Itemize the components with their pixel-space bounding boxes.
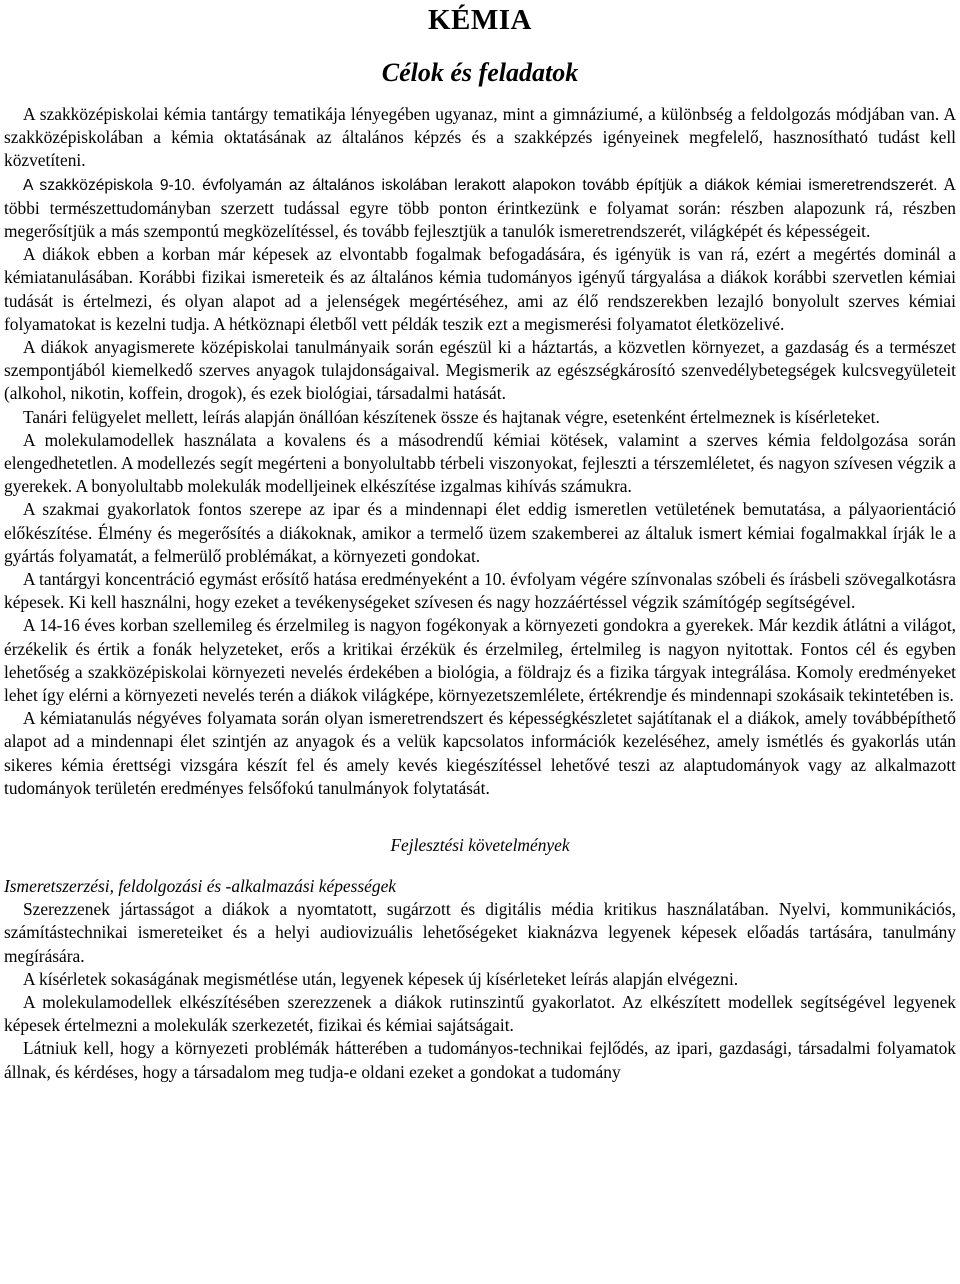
section-heading: Fejlesztési követelmények	[390, 835, 570, 856]
paragraph: A 14-16 éves korban szellemileg és érzelmileg is nagyon fogékonyak a környezeti gondokra a gyerekek. Már kezdik átlátni a világot, érzékelik és értik a fonák helyzeteket, erős a kritikai érzékük és érzelmileg, értelmileg is nagyon nyitottak. Fontos cél és egyben lehetőség a szakközépiskolai környezeti nevelés érdekében a biológia, a földrajz és a fizika tárgyak integrálása. Komoly eredményeket lehet így elérni a környezeti nevelés terén a diákok világképe, környezetszemlélete, értékrendje és mindennapi szokásaik tekintetében is.	[4, 615, 956, 706]
paragraph: A szakmai gyakorlatok fontos szerepe az ipar és a mindennapi élet eddig ismeretlen vetületének bemutatása, a pályaorientáció előkészítése. Élmény és megerősítés a diákoknak, amikor a termelő üzem szakemberei az általuk ismert kémiai fogalmakkal írják le a gyártás folyamatát, a felmerülő problémákat, a környezeti gondokat.	[4, 499, 956, 566]
paragraph: A tantárgyi koncentráció egymást erősítő hatása eredményeként a 10. évfolyam végére színvonalas szóbeli és írásbeli szövegalkotásra képesek. Ki kell használni, hogy ezeket a tevékenységeket szívesen és nagy hozzáértéssel végzik számítógép segítségével.	[4, 569, 956, 613]
section-paragraph: Szerezzenek jártasságot a diákok a nyomtatott, sugárzott és digitális média kritikus használatában. Nyelvi, kommunikációs, számítástechnikai ismereteiket és a helyi audiovizuális lehetőségeket kiaknázva legyenek képesek előadás tartására, tanulmány megírására.	[4, 899, 956, 966]
paragraph: A diákok anyagismerete középiskolai tanulmányaik során egészül ki a háztartás, a közvetlen környezet, a gazdaság és a természet szempontjából kiemelkedő szerves anyagok tulajdonságaival. Megismerik az egészségkárosító szenvedélybetegségek kulcsvegyületeit (alkohol, nikotin, koffein, drogok), és ezek biológiai, társadalmi hatását.	[4, 337, 956, 404]
paragraph: A molekulamodellek használata a kovalens és a másodrendű kémiai kötések, valamint a szerves kémia feldolgozása során elengedhetetlen. A modellezés segít megérteni a bonyolultabb térbeli viszonyokat, fejleszti a térszemléletet, és nagyon szívesen végzik a gyerekek. A bonyolultabb molekulák modelljeinek elkészítése izgalmas kihívás számukra.	[4, 429, 956, 497]
intro-paragraph-2-part-b: A többi természettudományban szerzett tudással egyre több ponton érintkezünk e folyamat során: részben alapozunk rá, részben megerősítjük a más szempontú megközelítéssel, és tovább fejlesztjük a tanulók ismeretrendszerét, világképét és képességeit.	[4, 173, 956, 242]
section-body	[4, 898, 956, 1084]
intro-paragraph-2	[4, 173, 956, 244]
intro-paragraph-1: A szakközépiskolai kémia tantárgy tematikája lényegében ugyanaz, mint a gimnáziumé, a különbség a feldolgozás módjában van. A szakközépiskolában a kémia oktatásának az általános képzés és a szakképzés igényeinek megfelelő, hasznosítható tudást kell közvetíteni.	[4, 104, 956, 171]
sub-heading: Ismeretszerzési, feldolgozási és -alkalmazási képességek	[4, 876, 397, 897]
section-paragraph: Látniuk kell, hogy a környezeti problémák hátterében a tudományos-technikai fejlődés, az ipari, gazdasági, társadalmi folyamatok állnak, és kérdéses, hogy a társadalom meg tudja-e oldani ezeket a gondokat a tudomány	[4, 1038, 956, 1082]
section-paragraph: A kísérletek sokaságának megismétlése után, legyenek képesek új kísérleteket leírás alapján elvégezni.	[23, 968, 739, 989]
paragraph: Tanári felügyelet mellett, leírás alapján önállóan készítenek össze és hajtanak végre, esetenként értelmeznek is kísérleteket.	[23, 406, 880, 427]
paragraph: A diákok ebben a korban már képesek az elvontabb fogalmak befogadására, és igényük is van rá, ezért a megértés dominál a kémiatanulásában. Korábbi fizikai ismereteik és az általános kémia tudományos igényű tárgyalása a diákok korábbi szervetlen kémiai tudását is értelmezi, és olyan alapot ad a jelenségek megértéséhez, ami az élő rendszerekben lezajló bonyolult szerves kémiai folyamatokat is kezelni tudja. A hétköznapi életből vett példák teszik ezt a megismerési folyamatot életközelivé.	[4, 244, 956, 334]
document-body	[4, 103, 956, 800]
paragraph: A kémiatanulás négyéves folyamata során olyan ismeretrendszert és képességkészletet sajátítanak el a diákok, amely továbbépíthető alapot ad a mindennapi élet szintjén az anyagok és a velük kapcsolatos információk kezeléséhez, amely ismétlés és gyakorlás után sikeres kémia érettségi vizsgára készít fel és amely kevés kiegészítéssel lehetővé teszi az alaptudományok vagy az alkalmazott tudományok területén eredményes felsőfokú tanulmányok folytatását.	[4, 708, 956, 798]
section-paragraph: A molekulamodellek elkészítésében szerezzenek a diákok rutinszintű gyakorlatot. Az elkészített modellek segítségével legyenek képesek értelmezni a molekulák szerkezetét, fizikai és kémiai sajátságait.	[4, 991, 956, 1036]
document-subtitle: Célok és feladatok	[381, 58, 579, 87]
document-title: KÉMIA	[428, 4, 532, 36]
intro-paragraph-2-part-a: A szakközépiskola 9-10. évfolyamán az általános iskolában lerakott alapokon tovább építjük a diákok kémiai ismeretrendszerét.	[23, 176, 938, 194]
